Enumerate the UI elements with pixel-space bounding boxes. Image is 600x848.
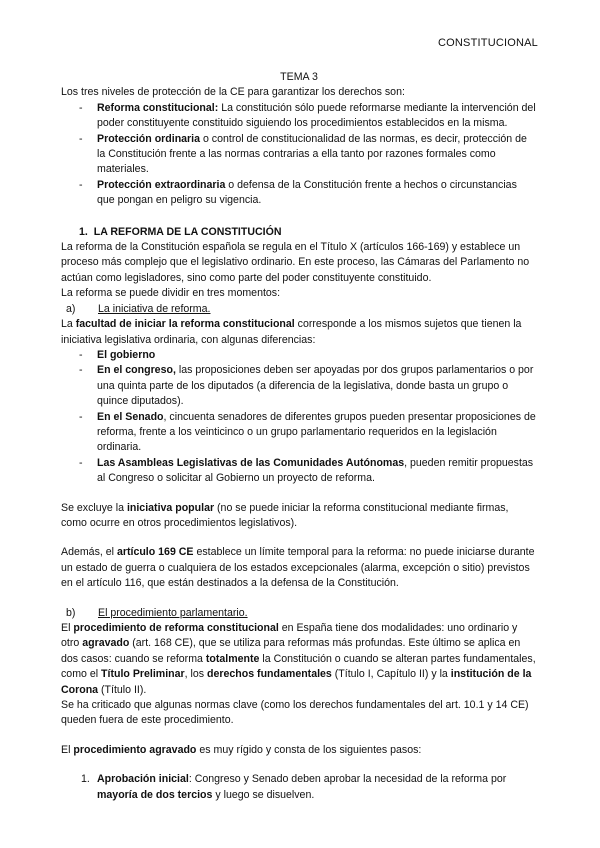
paragraph: La reforma se puede dividir en tres momentos: [61, 287, 281, 300]
paragraph: Se ha criticado que algunas normas clave (como los derechos fundamentales del art. 10.1 y 14 CE) queden fuera de este procedimiento. [61, 699, 529, 727]
page-header: CONSTITUCIONAL [438, 37, 538, 49]
initiators-list [61, 348, 537, 487]
list-item: - En el congreso, las proposiciones deben ser apoyadas por dos grupos parlamentarios o por una quinta parte de los diputados (a diferencia de la legislativa, donde basta un grupo o quince diputados). [61, 363, 537, 409]
page-title: TEMA 3 [280, 71, 318, 83]
list-item: - Las Asambleas Legislativas de las Comunidades Autónomas, pueden remitir propuestas al Congreso o solicitar al Gobierno un proyecto de reforma. [61, 456, 537, 487]
list-item: - Protección extraordinaria o defensa de la Constitución frente a hechos o circunstancias que pongan en peligro su vigencia. [61, 178, 537, 209]
list-item: - Reforma constitucional: La constitución sólo puede reformarse mediante la intervención del poder constituyente constituido siguiendo los procedimientos establecidos en la misma. [61, 101, 537, 132]
subsection-heading: a) La iniciativa de reforma. [66, 302, 211, 315]
paragraph: Además, el artículo 169 CE establece un límite temporal para la reforma: no puede iniciarse durante un estado de guerra o cualquiera de los estados excepcionales (alarma, excepción o sitio) previstos en el artículo 116, que están destinados a la defensa de la Constitución. [61, 546, 535, 590]
subsection-heading: b) El procedimiento parlamentario. [66, 606, 248, 619]
protection-levels-list [61, 101, 537, 209]
paragraph: La reforma de la Constitución española se regula en el Título X (artículos 166-169) y establece un proceso más complejo que el legislativo ordinario. En este proceso, las Cámaras del Parlamento no actúan como legisladores, sino como parte del poder constituyente constituido. [61, 241, 530, 284]
steps-list [61, 772, 537, 803]
section-heading: 1. LA REFORMA DE LA CONSTITUCIÓN [79, 225, 282, 238]
paragraph: Se excluye la iniciativa popular (no se puede iniciar la reforma constitucional mediante firmas, como ocurre en otros procedimientos legislativos). [61, 501, 509, 529]
list-item: - En el Senado, cincuenta senadores de diferentes grupos pueden presentar proposiciones de reforma, frente a los veinticinco o un grupo parlamentario requeridos en la legislación ordinaria. [61, 410, 537, 456]
list-item: - El gobierno [61, 348, 537, 363]
list-item: 1. Aprobación inicial: Congreso y Senado deben aprobar la necesidad de la reforma por mayoría de dos tercios y luego se disuelven. [81, 773, 507, 801]
document-body [61, 70, 537, 803]
paragraph: El procedimiento de reforma constitucional en España tiene dos modalidades: uno ordinario y otro agravado (art. 168 CE), que se utiliza para reformas más profundas. Este último se aplica en dos casos: cuando se reforma totalmente la Constitución o cuando se alteran partes fundamentales, como el Título Preliminar, los derechos fundamentales (Título I, Capítulo II) y la institución de la Corona (Título II). [61, 622, 536, 696]
intro-paragraph: Los tres niveles de protección de la CE para garantizar los derechos son: [61, 86, 405, 99]
paragraph: La facultad de iniciar la reforma constitucional corresponde a los mismos sujetos que tienen la iniciativa legislativa ordinaria, con algunas diferencias: [61, 318, 522, 346]
list-item: - Protección ordinaria o control de constitucionalidad de las normas, es decir, protección de la Constitución frente a las normas contrarias a ella tanto por razones formales como materiales. [61, 132, 537, 178]
paragraph: El procedimiento agravado es muy rígido y consta de los siguientes pasos: [61, 743, 422, 756]
